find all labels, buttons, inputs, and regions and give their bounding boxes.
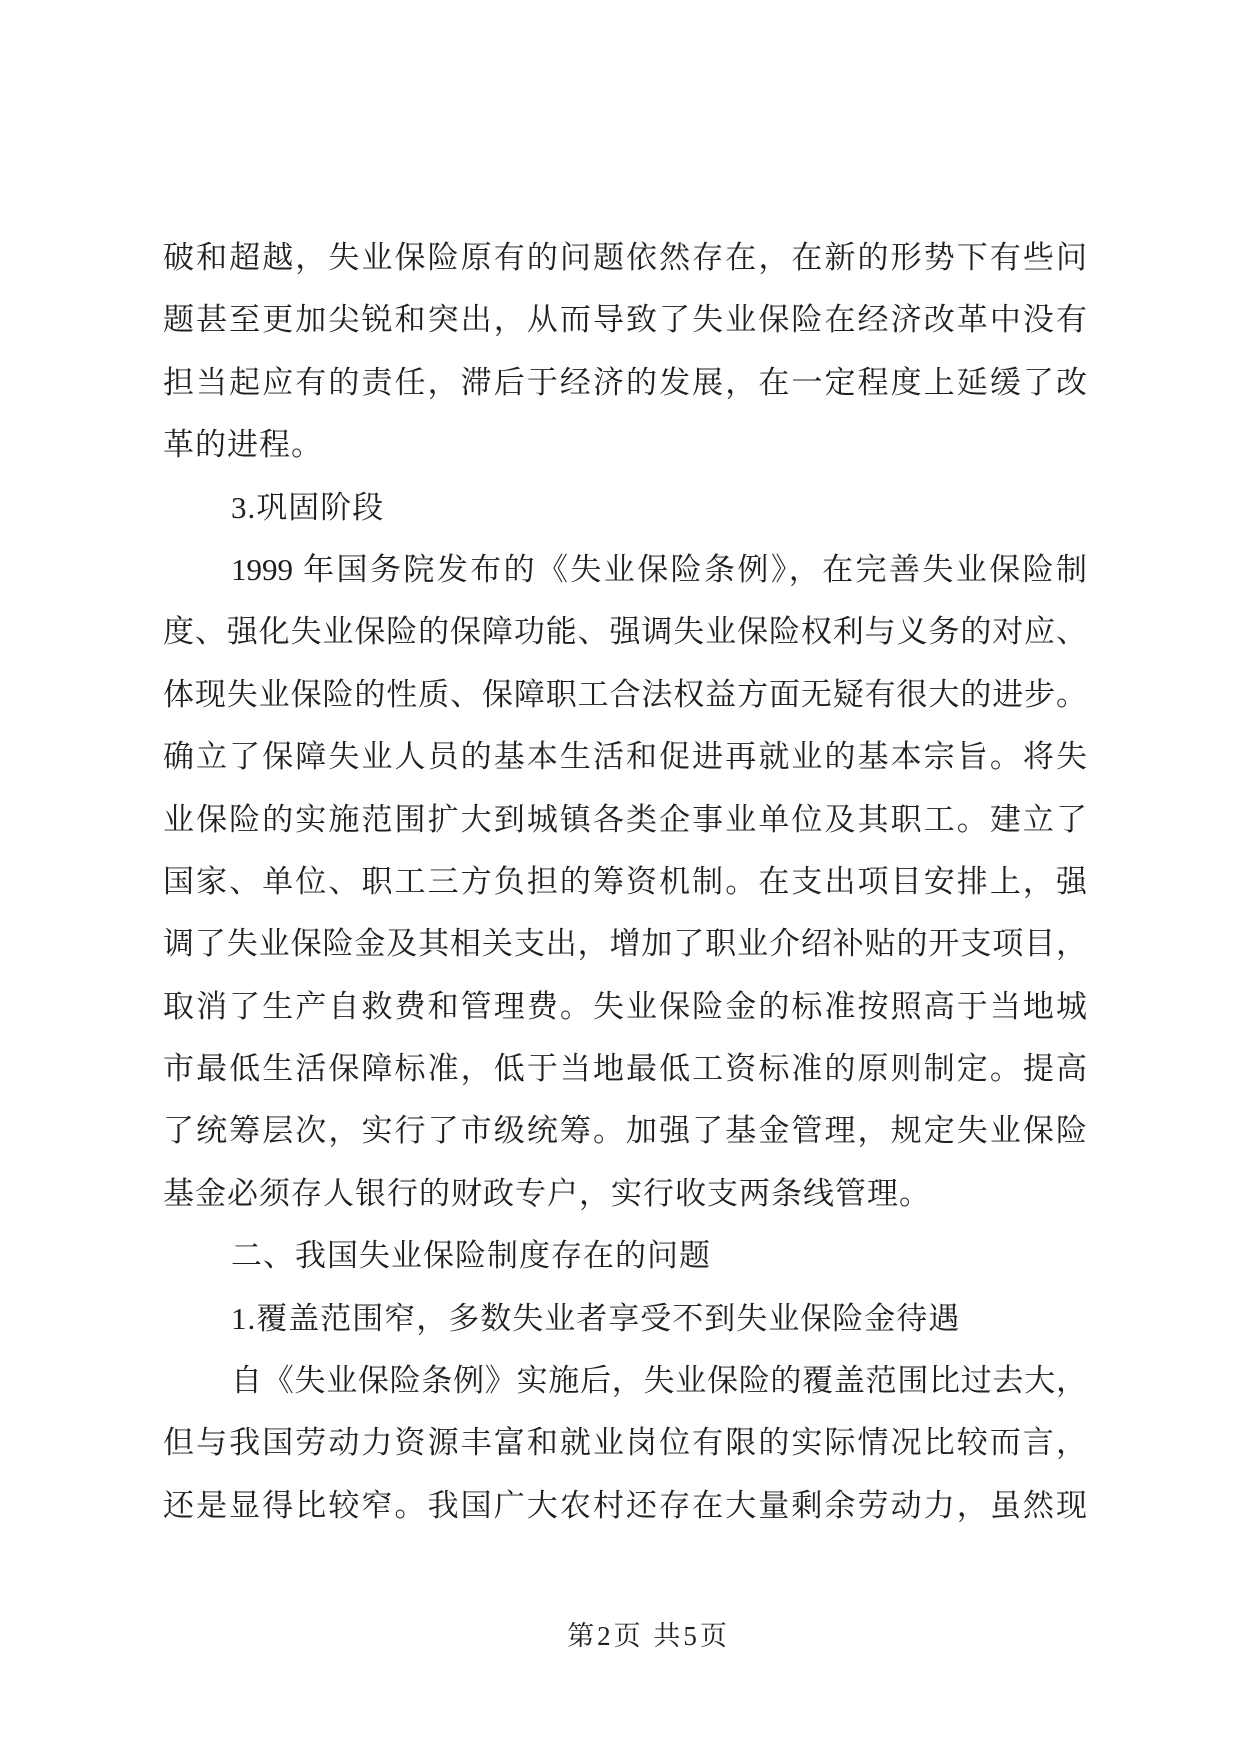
text-line: 业保险的实施范围扩大到城镇各类企事业单位及其职工。建立了 [163, 801, 1087, 837]
text-line: 国家、单位、职工三方负担的筹资机制。在支出项目安排上，强 [163, 863, 1087, 899]
text-line: 调了失业保险金及其相关支出，增加了职业介绍补贴的开支项目， [163, 926, 1087, 962]
text-line: 但与我国劳动力资源丰富和就业岗位有限的实际情况比较而言， [163, 1425, 1087, 1461]
text-line: 还是显得比较窄。我国广大农村还存在大量剩余劳动力，虽然现 [163, 1487, 1087, 1523]
document-body [163, 227, 1087, 1537]
text-line: 度、强化失业保险的保障功能、强调失业保险权利与义务的对应、 [163, 614, 1087, 650]
text-line: 自《失业保险条例》实施后，失业保险的覆盖范围比过去大， [231, 1363, 1087, 1399]
text-line: 取消了生产自救费和管理费。失业保险金的标准按照高于当地城 [163, 988, 1087, 1024]
text-line: 市最低生活保障标准，低于当地最低工资标准的原则制定。提高 [163, 1051, 1087, 1087]
text-line: 二、我国失业保险制度存在的问题 [231, 1238, 711, 1274]
page-footer [28, 1611, 1241, 1661]
text-line: 确立了保障失业人员的基本生活和促进再就业的基本宗旨。将失 [163, 739, 1087, 775]
text-line: 基金必须存人银行的财政专户，实行收支两条线管理。 [163, 1175, 931, 1211]
text-line: 担当起应有的责任，滞后于经济的发展，在一定程度上延缓了改 [163, 364, 1087, 400]
text-line: 题甚至更加尖锐和突出，从而导致了失业保险在经济改革中没有 [163, 302, 1087, 338]
text-line: 1.覆盖范围窄，多数失业者享受不到失业保险金待遇 [231, 1300, 961, 1336]
text-line: 破和超越，失业保险原有的问题依然存在，在新的形势下有些问 [163, 240, 1087, 275]
text-line: 体现失业保险的性质、保障职工合法权益方面无疑有很大的进步。 [163, 676, 1087, 712]
text-line: 1999 年国务院发布的《失业保险条例》，在完善失业保险制 [231, 551, 1087, 587]
text-line: 革的进程。 [163, 427, 323, 463]
text-line: 了统筹层次，实行了市级统筹。加强了基金管理，规定失业保险 [163, 1113, 1087, 1149]
page-number-label: 第2页 共5页 [567, 1621, 730, 1651]
text-line: 3.巩固阶段 [231, 489, 385, 525]
